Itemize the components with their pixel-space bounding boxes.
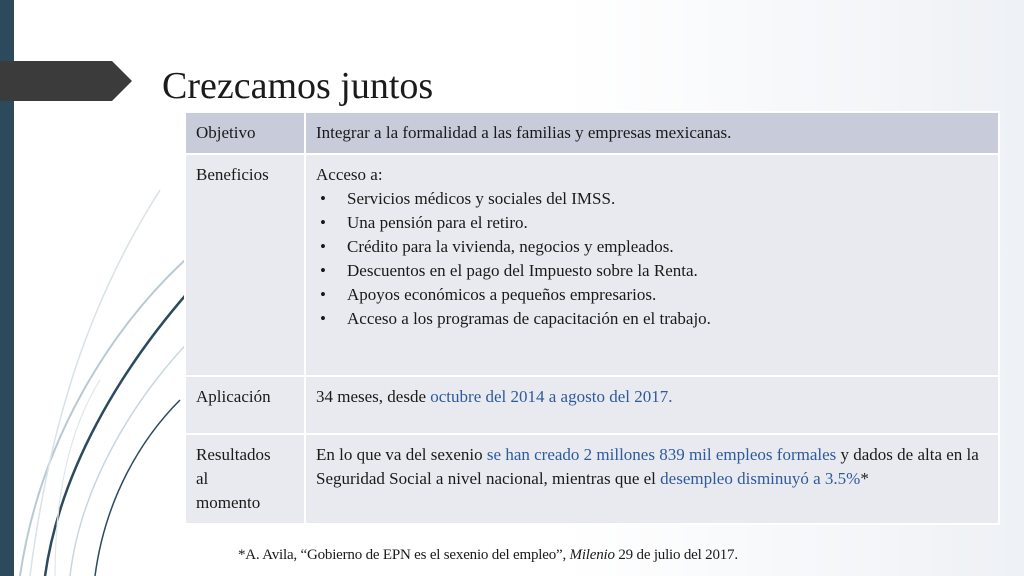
aplicacion-text: 34 meses, desde	[316, 387, 431, 406]
row-value-objetivo: Integrar a la formalidad a las familias y empresas mexicanas.	[305, 112, 999, 154]
table-row-beneficios	[185, 154, 999, 376]
aplicacion-period: octubre del 2014 a agosto del 2017.	[430, 387, 673, 406]
resultados-text: y dados de alta en la Seguridad Social a nivel nacional, mientras que el	[316, 445, 979, 488]
resultados-text: En lo que va del sexenio	[316, 445, 487, 464]
row-value-beneficios	[305, 154, 999, 376]
label-line: Resultados	[196, 445, 271, 464]
footnote-date: 29 de julio del 2017.	[614, 547, 738, 563]
row-label-objetivo: Objetivo	[185, 112, 305, 154]
info-table	[184, 111, 1000, 525]
footnote-marker: *	[860, 469, 869, 488]
list-item: • Servicios médicos y sociales del IMSS.	[316, 187, 988, 211]
label-line: momento	[196, 493, 261, 512]
title-arrow-tab	[0, 61, 132, 101]
table-row-resultados	[185, 434, 999, 524]
label-line: al	[196, 469, 209, 488]
beneficios-intro: Acceso a:	[316, 165, 383, 184]
row-value-resultados	[305, 434, 999, 524]
row-label-resultados	[185, 434, 305, 524]
page-title: Crezcamos juntos	[162, 65, 434, 107]
footnote-citation	[238, 544, 738, 566]
list-item: • Crédito para la vivienda, negocios y empleados.	[316, 235, 988, 259]
row-label-beneficios: Beneficios	[185, 154, 305, 376]
table-row-objetivo	[185, 112, 999, 154]
footnote-text: *A. Avila, “Gobierno de EPN es el sexenio del empleo”,	[238, 547, 570, 563]
row-value-aplicacion	[305, 376, 999, 434]
list-item: • Descuentos en el pago del Impuesto sobre la Renta.	[316, 259, 988, 283]
table-row-aplicacion	[185, 376, 999, 434]
resultados-unemployment-highlight: desempleo disminuyó a 3.5%	[660, 469, 861, 488]
row-label-aplicacion: Aplicación	[185, 376, 305, 434]
list-item: • Una pensión para el retiro.	[316, 211, 988, 235]
beneficios-list	[316, 187, 988, 331]
footnote-source: Milenio	[569, 547, 615, 563]
resultados-jobs-highlight: se han creado 2 millones 839 mil empleos formales	[486, 445, 837, 464]
list-item: • Acceso a los programas de capacitación en el trabajo.	[316, 307, 988, 331]
list-item: • Apoyos económicos a pequeños empresarios.	[316, 283, 988, 307]
